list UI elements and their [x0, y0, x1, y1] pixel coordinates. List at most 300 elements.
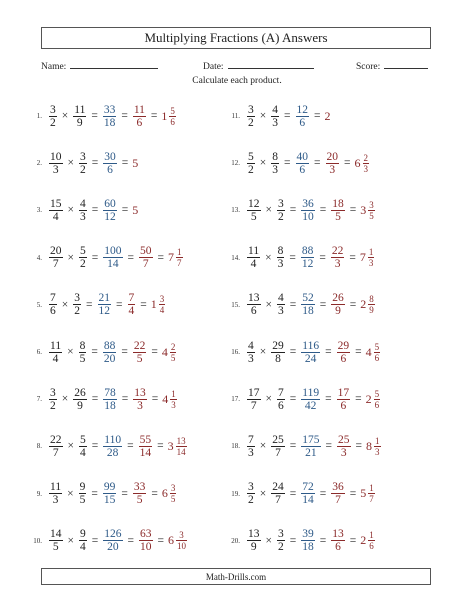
numerator: 29: [337, 339, 350, 352]
simplified-fraction: [337, 434, 351, 459]
denominator: 4: [80, 541, 86, 554]
numerator: 13: [176, 435, 186, 446]
denominator: 18: [103, 116, 116, 129]
numerator: 1: [375, 435, 380, 446]
numerator: 4: [248, 339, 254, 352]
mixed-fraction: [368, 200, 375, 221]
product-fraction: [301, 340, 320, 365]
denominator: 2: [278, 210, 284, 223]
mixed-number: [360, 530, 376, 551]
denominator: 6: [170, 116, 175, 127]
denominator: 8: [275, 352, 281, 365]
problem-item: [28, 285, 166, 325]
denominator: 15: [103, 494, 116, 507]
worksheet-title: Multiplying Fractions (A) Answers: [41, 27, 431, 49]
footer: Math-Drills.com: [41, 568, 431, 585]
product-fraction: [301, 434, 320, 459]
equals-sign: =: [157, 251, 164, 264]
numerator: 4: [80, 197, 86, 210]
simplified-fraction: [133, 481, 147, 506]
equals-sign: =: [325, 346, 332, 358]
denominator: 3: [363, 163, 368, 174]
mixed-number: [162, 342, 178, 363]
equals-sign: =: [91, 393, 99, 406]
numerator: 11: [50, 481, 62, 494]
denominator: 24: [304, 352, 317, 365]
fraction-a: [49, 198, 63, 223]
numerator: 39: [302, 528, 314, 541]
mixed-number: [366, 342, 382, 363]
mixed-whole: 4: [365, 344, 372, 359]
denominator: 12: [98, 305, 110, 318]
numerator: 175: [302, 433, 320, 446]
equals-sign: =: [325, 440, 332, 453]
times-sign: ×: [265, 204, 272, 217]
equals-sign: =: [349, 204, 357, 217]
numerator: 30: [104, 150, 116, 163]
numerator: 13: [248, 292, 260, 305]
equals-sign: =: [157, 440, 164, 453]
numerator: 8: [369, 294, 374, 305]
times-sign: ×: [259, 346, 267, 358]
mixed-number: [168, 247, 184, 268]
problem-item: [28, 96, 177, 136]
denominator: 3: [277, 258, 284, 271]
problem-number: 8.: [36, 442, 42, 451]
numerator: 8: [79, 339, 86, 352]
mixed-fraction: [363, 153, 370, 174]
denominator: 7: [177, 258, 182, 269]
problem-number: 9.: [36, 489, 42, 498]
problem-number: 5.: [36, 300, 42, 309]
denominator: 18: [104, 399, 116, 412]
mixed-number: [366, 436, 382, 457]
mixed-fraction: [170, 389, 177, 410]
mixed-number: [162, 389, 178, 410]
denominator: 3: [171, 399, 176, 410]
numerator: 7: [278, 386, 284, 399]
product-fraction: [103, 245, 122, 270]
denominator: 4: [159, 305, 165, 316]
numerator: 7: [248, 433, 254, 446]
denominator: 20: [107, 541, 119, 554]
equals-sign: =: [91, 346, 98, 358]
date-label: Date:: [203, 62, 224, 72]
equals-sign: =: [151, 393, 159, 406]
equals-sign: =: [289, 251, 296, 264]
numerator: 3: [50, 103, 56, 116]
numerator: 2: [170, 341, 176, 352]
problem-item: [28, 474, 177, 514]
whole-answer: 5: [132, 202, 139, 217]
numerator: 60: [104, 197, 116, 210]
denominator: 6: [50, 305, 56, 318]
denominator: 6: [278, 399, 284, 412]
numerator: 1: [368, 247, 374, 258]
simplified-fraction: [331, 292, 345, 317]
numerator: 15: [50, 197, 62, 210]
mixed-whole: 7: [359, 250, 366, 265]
denominator: 3: [248, 446, 254, 459]
times-sign: ×: [67, 534, 74, 547]
fraction-b: [277, 198, 285, 223]
numerator: 33: [103, 103, 116, 116]
denominator: 14: [139, 446, 152, 459]
mixed-fraction: [176, 530, 187, 551]
numerator: 26: [332, 292, 344, 305]
product-fraction: [103, 198, 117, 223]
equals-sign: =: [116, 298, 123, 311]
denominator: 6: [136, 116, 143, 129]
denominator: 10: [177, 541, 186, 552]
equals-sign: =: [289, 298, 297, 311]
equals-sign: =: [91, 487, 98, 500]
problem-item: [226, 332, 381, 372]
mixed-number: [360, 483, 376, 504]
equals-sign: =: [140, 298, 147, 311]
denominator: 9: [369, 305, 374, 316]
equals-sign: =: [127, 251, 134, 264]
fraction-b: [79, 151, 87, 176]
fraction-b: [271, 104, 279, 129]
denominator: 3: [329, 163, 336, 176]
fraction-b: [271, 481, 285, 506]
simplified-fraction: [139, 528, 153, 553]
fraction-a: [49, 245, 63, 270]
denominator: 9: [250, 541, 257, 554]
product-fraction: [296, 104, 310, 129]
mixed-whole: 6: [354, 155, 361, 170]
numerator: 8: [277, 245, 284, 258]
mixed-number: [168, 530, 188, 551]
denominator: 5: [136, 352, 143, 365]
whole-answer: 2: [324, 108, 331, 123]
denominator: 2: [50, 399, 56, 412]
fraction-b: [73, 292, 81, 317]
denominator: 6: [369, 541, 374, 552]
equals-sign: =: [319, 487, 327, 500]
mixed-whole: 4: [162, 391, 169, 406]
instructions: Calculate each product.: [192, 76, 282, 86]
mixed-number: [168, 436, 188, 457]
problem-number: 18.: [231, 442, 240, 451]
fraction-a: [49, 340, 62, 365]
denominator: 9: [77, 399, 83, 412]
equals-sign: =: [127, 534, 134, 547]
equals-sign: =: [91, 110, 98, 122]
equals-sign: =: [289, 487, 297, 500]
numerator: 100: [104, 245, 122, 258]
numerator: 22: [50, 433, 62, 446]
numerator: 3: [248, 103, 254, 116]
times-sign: ×: [67, 251, 74, 264]
fraction-a: [49, 151, 63, 176]
denominator: 2: [74, 305, 80, 318]
product-fraction: [296, 151, 310, 176]
numerator: 40: [296, 150, 308, 163]
denominator: 7: [275, 446, 281, 459]
numerator: 3: [50, 386, 56, 399]
numerator: 52: [302, 292, 314, 305]
equals-sign: =: [319, 534, 327, 547]
mixed-whole: 6: [161, 486, 168, 501]
denominator: 2: [248, 494, 254, 507]
equals-sign: =: [121, 204, 129, 217]
fraction-b: [79, 245, 87, 270]
denominator: 4: [250, 258, 257, 271]
times-sign: ×: [67, 440, 74, 453]
problem-number: 4.: [36, 253, 42, 262]
equals-sign: =: [289, 440, 297, 453]
fraction-b: [277, 387, 285, 412]
denominator: 3: [375, 446, 380, 457]
equals-sign: =: [319, 251, 326, 264]
mixed-number: [360, 247, 376, 268]
product-fraction: [301, 387, 320, 412]
problem-number: 15.: [231, 300, 240, 309]
equals-sign: =: [349, 487, 357, 500]
denominator: 4: [52, 352, 59, 365]
product-fraction: [103, 528, 122, 553]
fraction-b: [271, 434, 285, 459]
numerator: 2: [363, 152, 368, 163]
simplified-fraction: [128, 292, 136, 317]
numerator: 25: [338, 433, 350, 446]
product-fraction: [103, 151, 117, 176]
denominator: 18: [302, 541, 314, 554]
denominator: 4: [80, 446, 86, 459]
problem-item: [226, 474, 376, 514]
equals-sign: =: [289, 534, 297, 547]
problem-item: [226, 96, 332, 136]
equals-sign: =: [86, 298, 93, 311]
equals-sign: =: [121, 487, 128, 500]
numerator: 29: [272, 339, 284, 352]
times-sign: ×: [259, 487, 267, 500]
denominator: 28: [106, 446, 119, 459]
equals-sign: =: [157, 534, 164, 547]
name-blank: [70, 59, 158, 69]
denominator: 5: [79, 494, 86, 507]
numerator: 55: [139, 433, 152, 446]
denominator: 2: [80, 258, 86, 271]
denominator: 2: [50, 116, 56, 129]
denominator: 7: [142, 258, 149, 271]
product-fraction: [103, 387, 117, 412]
denominator: 18: [302, 305, 314, 318]
numerator: 11: [248, 245, 260, 258]
problem-item: [226, 426, 382, 466]
equals-sign: =: [355, 440, 362, 453]
numerator: 14: [50, 528, 62, 541]
simplified-fraction: [133, 340, 147, 365]
numerator: 3: [369, 199, 374, 210]
numerator: 88: [301, 245, 314, 258]
date-field: [203, 59, 314, 72]
numerator: 3: [278, 197, 284, 210]
problem-number: 17.: [231, 395, 240, 404]
numerator: 12: [296, 103, 308, 116]
numerator: 3: [278, 528, 284, 541]
denominator: 5: [250, 210, 257, 223]
numerator: 7: [50, 292, 56, 305]
equals-sign: =: [319, 298, 327, 311]
fraction-b: [79, 528, 87, 553]
numerator: 99: [103, 481, 116, 494]
problem-item: [226, 379, 381, 419]
denominator: 5: [335, 210, 341, 223]
numerator: 22: [331, 245, 344, 258]
equals-sign: =: [289, 204, 297, 217]
product-fraction: [103, 340, 117, 365]
mixed-whole: 5: [360, 486, 367, 501]
product-fraction: [301, 245, 315, 270]
times-sign: ×: [67, 204, 74, 217]
date-blank: [228, 59, 314, 69]
product-fraction: [103, 104, 117, 129]
denominator: 6: [107, 163, 113, 176]
score-blank: [384, 59, 428, 69]
denominator: 5: [136, 494, 143, 507]
times-sign: ×: [67, 487, 74, 500]
numerator: 5: [80, 245, 86, 258]
problem-number: 10.: [33, 536, 42, 545]
denominator: 5: [369, 210, 374, 221]
mixed-whole: 7: [168, 250, 174, 265]
mixed-fraction: [176, 247, 183, 268]
fraction-a: [247, 434, 255, 459]
equals-sign: =: [349, 251, 356, 264]
mixed-fraction: [169, 106, 176, 127]
mixed-number: [161, 106, 177, 127]
times-sign: ×: [259, 157, 267, 170]
denominator: 2: [248, 116, 254, 129]
problem-number: 7.: [36, 395, 42, 404]
numerator: 3: [80, 150, 86, 163]
numerator: 4: [272, 103, 278, 116]
denominator: 9: [76, 116, 83, 129]
fraction-b: [271, 340, 285, 365]
denominator: 6: [299, 163, 306, 176]
fraction-a: [49, 104, 57, 129]
denominator: 7: [52, 258, 59, 271]
denominator: 14: [107, 258, 119, 271]
numerator: 72: [302, 481, 314, 494]
mixed-fraction: [368, 294, 375, 315]
denominator: 12: [301, 258, 314, 271]
numerator: 21: [98, 292, 110, 305]
numerator: 50: [140, 245, 152, 258]
times-sign: ×: [61, 110, 69, 122]
fraction-a: [247, 104, 255, 129]
equals-sign: =: [91, 534, 99, 547]
equals-sign: =: [289, 346, 297, 358]
product-fraction: [301, 481, 315, 506]
fraction-b: [79, 434, 87, 459]
denominator: 4: [128, 305, 135, 318]
numerator: 119: [302, 386, 320, 399]
equals-sign: =: [91, 204, 99, 217]
mixed-fraction: [374, 436, 381, 457]
denominator: 3: [368, 258, 374, 269]
denominator: 5: [52, 541, 59, 554]
denominator: 10: [140, 541, 152, 554]
mixed-whole: 8: [366, 438, 372, 453]
denominator: 4: [52, 210, 59, 223]
denominator: 3: [334, 258, 341, 271]
equals-sign: =: [151, 346, 158, 358]
mixed-whole: 2: [365, 391, 372, 406]
numerator: 8: [272, 150, 278, 163]
denominator: 6: [340, 352, 347, 365]
times-sign: ×: [61, 393, 69, 406]
fraction-a: [247, 245, 260, 270]
problem-number: 2.: [36, 159, 42, 168]
equals-sign: =: [91, 251, 99, 264]
problem-number: 11.: [231, 112, 240, 120]
equals-sign: =: [349, 534, 357, 547]
numerator: 24: [272, 481, 284, 494]
product-fraction: [301, 198, 315, 223]
simplified-fraction: [337, 340, 351, 365]
numerator: 17: [248, 386, 260, 399]
fraction-a: [247, 340, 255, 365]
denominator: 10: [302, 210, 314, 223]
equals-sign: =: [150, 110, 158, 122]
equals-sign: =: [284, 110, 291, 122]
equals-sign: =: [355, 393, 362, 406]
numerator: 3: [170, 483, 176, 494]
denominator: 42: [304, 399, 317, 412]
denominator: 3: [278, 305, 284, 318]
name-field: [41, 59, 158, 72]
numerator: 7: [128, 292, 135, 305]
problem-item: [28, 143, 139, 183]
denominator: 3: [272, 116, 278, 129]
times-sign: ×: [265, 298, 272, 311]
problem-number: 3.: [36, 206, 42, 215]
mixed-fraction: [374, 389, 381, 410]
equals-sign: =: [121, 393, 129, 406]
equals-sign: =: [314, 110, 321, 122]
mixed-whole: 2: [360, 297, 367, 312]
numerator: 20: [326, 150, 338, 163]
simplified-fraction: [337, 387, 351, 412]
simplified-fraction: [326, 151, 340, 176]
numerator: 1: [369, 530, 374, 541]
equals-sign: =: [121, 346, 128, 358]
problem-number: 13.: [231, 206, 240, 215]
numerator: 126: [104, 528, 122, 541]
equals-sign: =: [325, 393, 332, 406]
numerator: 5: [248, 150, 254, 163]
equals-sign: =: [355, 346, 362, 358]
equals-sign: =: [121, 110, 128, 122]
denominator: 3: [248, 352, 254, 365]
denominator: 3: [272, 163, 278, 176]
equals-sign: =: [319, 204, 327, 217]
numerator: 13: [248, 528, 260, 541]
times-sign: ×: [61, 298, 69, 311]
simplified-fraction: [331, 245, 345, 270]
simplified-fraction: [331, 528, 345, 553]
numerator: 78: [104, 386, 116, 399]
times-sign: ×: [67, 157, 74, 170]
mixed-fraction: [159, 294, 166, 315]
times-sign: ×: [265, 534, 272, 547]
denominator: 3: [52, 163, 59, 176]
fraction-b: [79, 481, 87, 506]
